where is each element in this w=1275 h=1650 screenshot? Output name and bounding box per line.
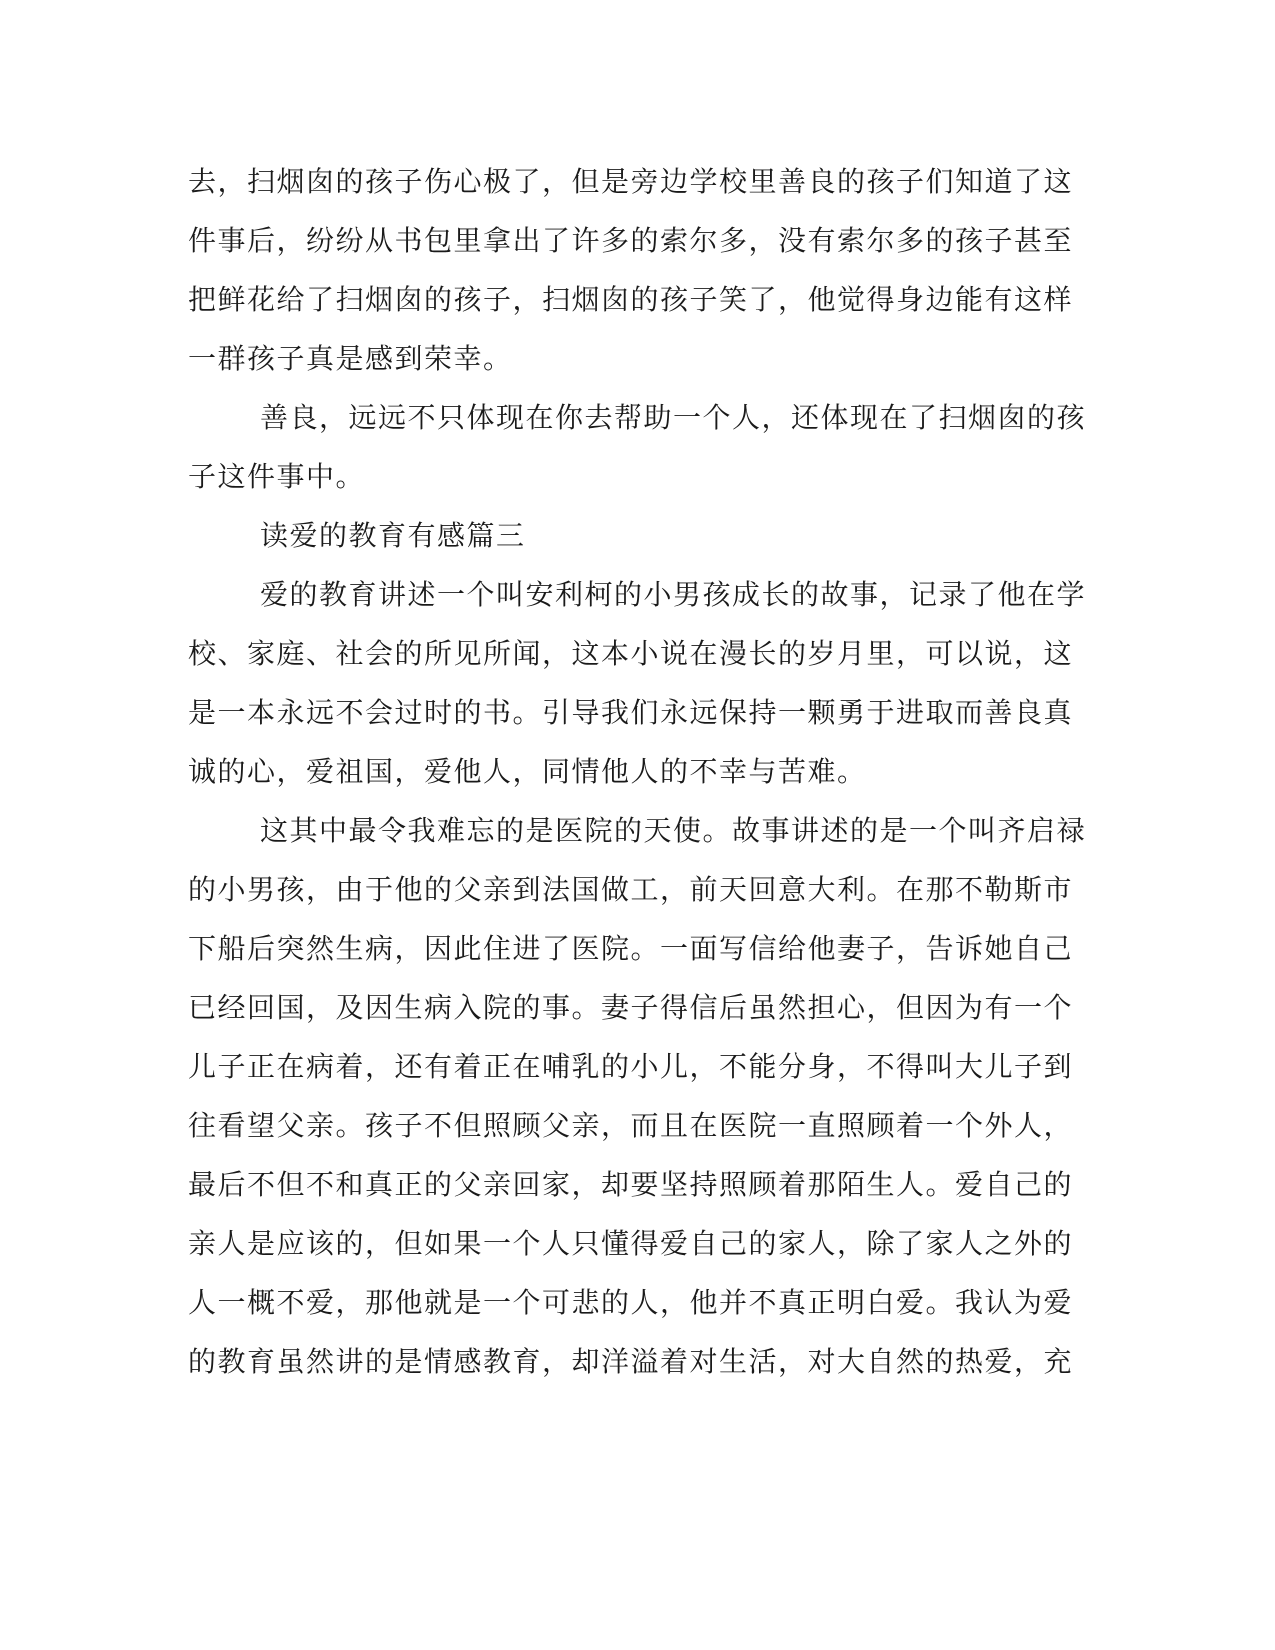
text-line: 把鲜花给了扫烟囱的孩子，扫烟囱的孩子笑了，他觉得身边能有这样	[188, 283, 1074, 316]
text-line: 子这件事中。	[188, 460, 366, 493]
text-line: 的小男孩，由于他的父亲到法国做工，前天回意大利。在那不勒斯市	[188, 873, 1074, 906]
section-heading: 读爱的教育有感篇三	[260, 519, 526, 552]
text-line: 件事后，纷纷从书包里拿出了许多的索尔多，没有索尔多的孩子甚至	[188, 224, 1074, 257]
text-line: 亲人是应该的，但如果一个人只懂得爱自己的家人，除了家人之外的	[188, 1227, 1074, 1260]
paragraph-first-line: 这其中最令我难忘的是医院的天使。故事讲述的是一个叫齐启禄	[260, 814, 1087, 847]
text-line: 下船后突然生病，因此住进了医院。一面写信给他妻子，告诉她自己	[188, 932, 1074, 965]
text-line: 一群孩子真是感到荣幸。	[188, 342, 513, 375]
text-line: 已经回国，及因生病入院的事。妻子得信后虽然担心，但因为有一个	[188, 991, 1074, 1024]
text-line: 最后不但不和真正的父亲回家，却要坚持照顾着那陌生人。爱自己的	[188, 1168, 1074, 1201]
text-line: 是一本永远不会过时的书。引导我们永远保持一颗勇于进取而善良真	[188, 696, 1074, 729]
text-line: 往看望父亲。孩子不但照顾父亲，而且在医院一直照顾着一个外人，	[188, 1109, 1074, 1142]
text-line: 人一概不爱，那他就是一个可悲的人，他并不真正明白爱。我认为爱	[188, 1286, 1074, 1319]
text-line: 校、家庭、社会的所见所闻，这本小说在漫长的岁月里，可以说，这	[188, 637, 1074, 670]
text-line: 诚的心，爱祖国，爱他人，同情他人的不幸与苦难。	[188, 755, 867, 788]
text-line: 的教育虽然讲的是情感教育，却洋溢着对生活，对大自然的热爱，充	[188, 1345, 1074, 1378]
text-line: 去，扫烟囱的孩子伤心极了，但是旁边学校里善良的孩子们知道了这	[188, 165, 1074, 198]
paragraph-first-line: 爱的教育讲述一个叫安利柯的小男孩成长的故事，记录了他在学	[260, 578, 1087, 611]
paragraph-first-line: 善良，远远不只体现在你去帮助一个人，还体现在了扫烟囱的孩	[260, 401, 1087, 434]
text-line: 儿子正在病着，还有着正在哺乳的小儿，不能分身，不得叫大儿子到	[188, 1050, 1074, 1083]
